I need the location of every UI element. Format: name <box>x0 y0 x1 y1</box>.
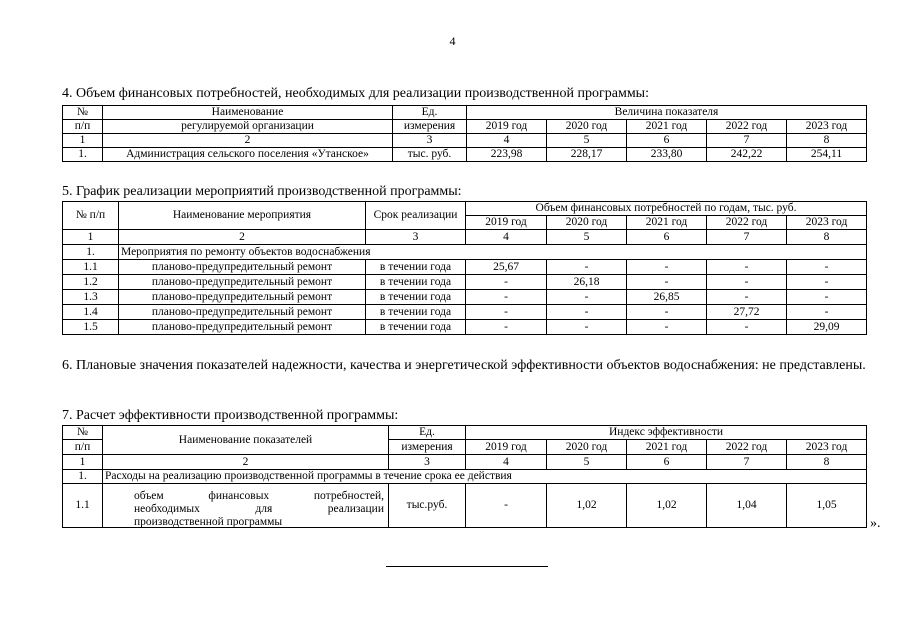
column-number: 7 <box>707 455 787 470</box>
indicator-name-line: необходимых для реализации <box>134 503 384 515</box>
header-unit: Ед. <box>389 426 466 440</box>
unit: тыс.руб. <box>389 484 466 528</box>
event-name: планово-предупредительный ремонт <box>119 290 366 305</box>
value-cell: - <box>627 320 707 335</box>
header-year: 2021 год <box>627 120 707 134</box>
header-year: 2023 год <box>787 216 867 230</box>
indicator-name-line: производственной программы <box>134 516 283 528</box>
row-number: 1.4 <box>63 305 119 320</box>
column-number: 2 <box>103 134 393 148</box>
value-cell: 1,02 <box>627 484 707 528</box>
column-number: 5 <box>547 230 627 245</box>
page-number: 4 <box>449 34 456 48</box>
value-cell: - <box>547 320 627 335</box>
indicator-name-line: объем финансовых потребностей, <box>134 490 384 502</box>
value-cell: 254,11 <box>787 148 867 162</box>
header-year: 2021 год <box>627 440 707 455</box>
value-cell: - <box>787 305 867 320</box>
header-org-name: регулируемой организации <box>103 120 393 134</box>
column-number: 6 <box>627 134 707 148</box>
value-cell: - <box>547 290 627 305</box>
header-indicator-name: Наименование показателей <box>103 426 389 455</box>
term: в течении года <box>366 275 466 290</box>
indicator-name-text <box>134 490 384 529</box>
header-num: № <box>63 106 103 120</box>
footer-divider <box>386 566 548 567</box>
row-number: 1. <box>63 245 119 260</box>
header-num: п/п <box>63 120 103 134</box>
value-cell: - <box>627 275 707 290</box>
table-row <box>63 320 867 335</box>
column-number: 6 <box>627 455 707 470</box>
column-numbers-row <box>63 134 867 148</box>
value-cell: - <box>787 290 867 305</box>
org-name: Администрация сельского поселения «Утанское» <box>103 148 393 162</box>
group-title: Мероприятия по ремонту объектов водоснабжения <box>119 245 867 260</box>
header-year: 2022 год <box>707 216 787 230</box>
header-unit: Ед. <box>393 106 467 120</box>
value-cell: 233,80 <box>627 148 707 162</box>
value-cell: - <box>547 305 627 320</box>
header-num: п/п <box>63 440 103 455</box>
value-cell: 228,17 <box>547 148 627 162</box>
schedule-table <box>62 201 867 335</box>
value-cell: - <box>787 260 867 275</box>
value-cell: - <box>787 275 867 290</box>
value-cell: 26,18 <box>547 275 627 290</box>
header-year: 2021 год <box>627 216 707 230</box>
table-row <box>63 275 867 290</box>
row-number: 1.5 <box>63 320 119 335</box>
row-number: 1.1 <box>63 260 119 275</box>
group-title: Расходы на реализацию производственной программы в течение срока ее действия <box>103 470 867 484</box>
value-cell: 26,85 <box>627 290 707 305</box>
value-cell: - <box>547 260 627 275</box>
header-year: 2019 год <box>466 440 547 455</box>
column-number: 4 <box>467 134 547 148</box>
term: в течении года <box>366 320 466 335</box>
value-cell: 242,22 <box>707 148 787 162</box>
column-number: 4 <box>466 455 547 470</box>
value-cell: - <box>627 260 707 275</box>
column-number: 1 <box>63 230 119 245</box>
column-number: 5 <box>547 455 627 470</box>
header-unit: измерения <box>393 120 467 134</box>
header-unit: измерения <box>389 440 466 455</box>
closing-quote: ». <box>870 516 881 531</box>
section-6-text: 6. Плановые значения показателей надежности, качества и энергетической эффективности объектов водоснабжения: не представлены. <box>62 358 866 373</box>
header-indicator-value: Величина показателя <box>467 106 867 120</box>
group-row <box>63 470 867 484</box>
value-cell: - <box>707 275 787 290</box>
value-cell: 1,04 <box>707 484 787 528</box>
value-cell: - <box>466 484 547 528</box>
value-cell: - <box>466 290 547 305</box>
value-cell: - <box>466 275 547 290</box>
value-cell: - <box>627 305 707 320</box>
value-cell: - <box>466 320 547 335</box>
column-number: 7 <box>707 230 787 245</box>
table-row <box>63 260 867 275</box>
header-year: 2020 год <box>547 440 627 455</box>
row-number: 1.2 <box>63 275 119 290</box>
row-number: 1. <box>63 148 103 162</box>
column-number: 8 <box>787 455 867 470</box>
column-number: 8 <box>787 134 867 148</box>
header-year: 2020 год <box>547 216 627 230</box>
header-event-name: Наименование мероприятия <box>119 202 366 230</box>
row-number: 1. <box>63 470 103 484</box>
event-name: планово-предупредительный ремонт <box>119 305 366 320</box>
column-number: 5 <box>547 134 627 148</box>
table-row <box>63 290 867 305</box>
event-name: планово-предупредительный ремонт <box>119 275 366 290</box>
header-year: 2022 год <box>707 440 787 455</box>
event-name: планово-предупредительный ремонт <box>119 320 366 335</box>
unit: тыс. руб. <box>393 148 467 162</box>
column-number: 6 <box>627 230 707 245</box>
section-4-heading: 4. Объем финансовых потребностей, необходимых для реализации производственной программы: <box>62 86 649 101</box>
row-number: 1.1 <box>63 484 103 528</box>
row-number: 1.3 <box>63 290 119 305</box>
header-year: 2019 год <box>466 216 547 230</box>
column-number: 7 <box>707 134 787 148</box>
header-num: № <box>63 426 103 440</box>
value-cell: 25,67 <box>466 260 547 275</box>
value-cell: 27,72 <box>707 305 787 320</box>
section-7-heading: 7. Расчет эффективности производственной программы: <box>62 408 399 423</box>
column-number: 3 <box>389 455 466 470</box>
column-number: 1 <box>63 134 103 148</box>
header-efficiency-index: Индекс эффективности <box>466 426 867 440</box>
value-cell: 29,09 <box>787 320 867 335</box>
value-cell: - <box>707 260 787 275</box>
header-year: 2020 год <box>547 120 627 134</box>
value-cell: 223,98 <box>467 148 547 162</box>
column-number: 1 <box>63 455 103 470</box>
header-year: 2023 год <box>787 120 867 134</box>
header-year: 2019 год <box>467 120 547 134</box>
value-cell: - <box>707 290 787 305</box>
column-number: 3 <box>366 230 466 245</box>
value-cell: - <box>707 320 787 335</box>
column-number: 3 <box>393 134 467 148</box>
column-number: 2 <box>103 455 389 470</box>
value-cell: 1,05 <box>787 484 867 528</box>
column-number: 4 <box>466 230 547 245</box>
header-org-name: Наименование <box>103 106 393 120</box>
event-name: планово-предупредительный ремонт <box>119 260 366 275</box>
group-row <box>63 245 867 260</box>
term: в течении года <box>366 290 466 305</box>
value-cell: - <box>466 305 547 320</box>
term: в течении года <box>366 305 466 320</box>
column-number: 2 <box>119 230 366 245</box>
table-row <box>63 148 867 162</box>
section-5-heading: 5. График реализации мероприятий производственной программы: <box>62 184 462 199</box>
column-numbers-row <box>63 455 867 470</box>
header-year: 2023 год <box>787 440 867 455</box>
table-row <box>63 305 867 320</box>
header-term: Срок реализации <box>366 202 466 230</box>
term: в течении года <box>366 260 466 275</box>
header-financial-volume: Объем финансовых потребностей по годам, тыс. руб. <box>466 202 867 216</box>
column-numbers-row <box>63 230 867 245</box>
header-num: № п/п <box>63 202 119 230</box>
column-number: 8 <box>787 230 867 245</box>
value-cell: 1,02 <box>547 484 627 528</box>
header-year: 2022 год <box>707 120 787 134</box>
financial-needs-table <box>62 105 867 162</box>
